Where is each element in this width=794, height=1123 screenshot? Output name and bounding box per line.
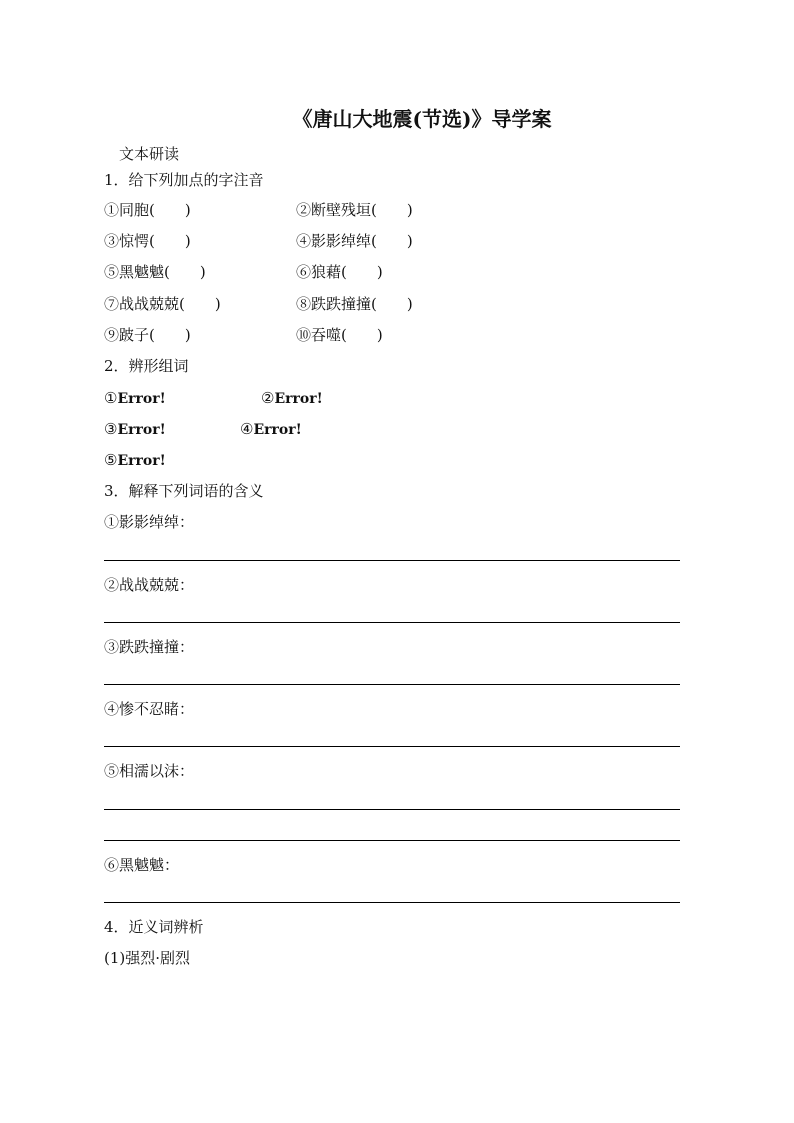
answer-line [104,809,680,810]
q1-item: ⑦战战兢兢( ) [104,295,221,313]
q2-item: ②Error! [261,389,323,407]
q1-item: ⑩吞噬( ) [296,326,383,344]
q3-item: ③跌跌撞撞： [104,638,195,656]
q4-heading: 4．近义词辨析 [104,918,204,936]
q1-item: ⑤黑魆魆( ) [104,263,206,281]
answer-line [104,622,680,623]
document-title: 《唐山大地震(节选)》导学案 [292,107,552,131]
q2-item: ④Error! [240,420,302,438]
q3-item: ⑥黑魆魆： [104,856,180,874]
q4-item: (1)强烈·剧烈 [104,949,191,967]
q2-item: ③Error! [104,420,166,438]
q2-heading: 2．辨形组词 [104,357,189,375]
q3-item: ⑤相濡以沫： [104,762,195,780]
q1-item: ①同胞( ) [104,201,191,219]
q3-item: ②战战兢兢： [104,576,195,594]
q1-item: ④影影绰绰( ) [296,232,413,250]
q1-item: ⑨跛子( ) [104,326,191,344]
q3-heading: 3．解释下列词语的含义 [104,482,264,500]
q2-item: ①Error! [104,389,166,407]
answer-line [104,840,680,841]
q1-heading: 1．给下列加点的字注音 [104,171,264,189]
q1-item: ⑥狼藉( ) [296,263,383,281]
answer-line [104,560,680,561]
q3-item: ④惨不忍睹： [104,700,195,718]
q1-item: ②断壁残垣( ) [296,201,413,219]
q3-item: ①影影绰绰： [104,513,195,531]
q2-item: ⑤Error! [104,451,166,469]
section-heading: 文本研读 [119,145,180,163]
q1-item: ⑧跌跌撞撞( ) [296,295,413,313]
q1-item: ③惊愕( ) [104,232,191,250]
answer-line [104,902,680,903]
answer-line [104,746,680,747]
answer-line [104,684,680,685]
